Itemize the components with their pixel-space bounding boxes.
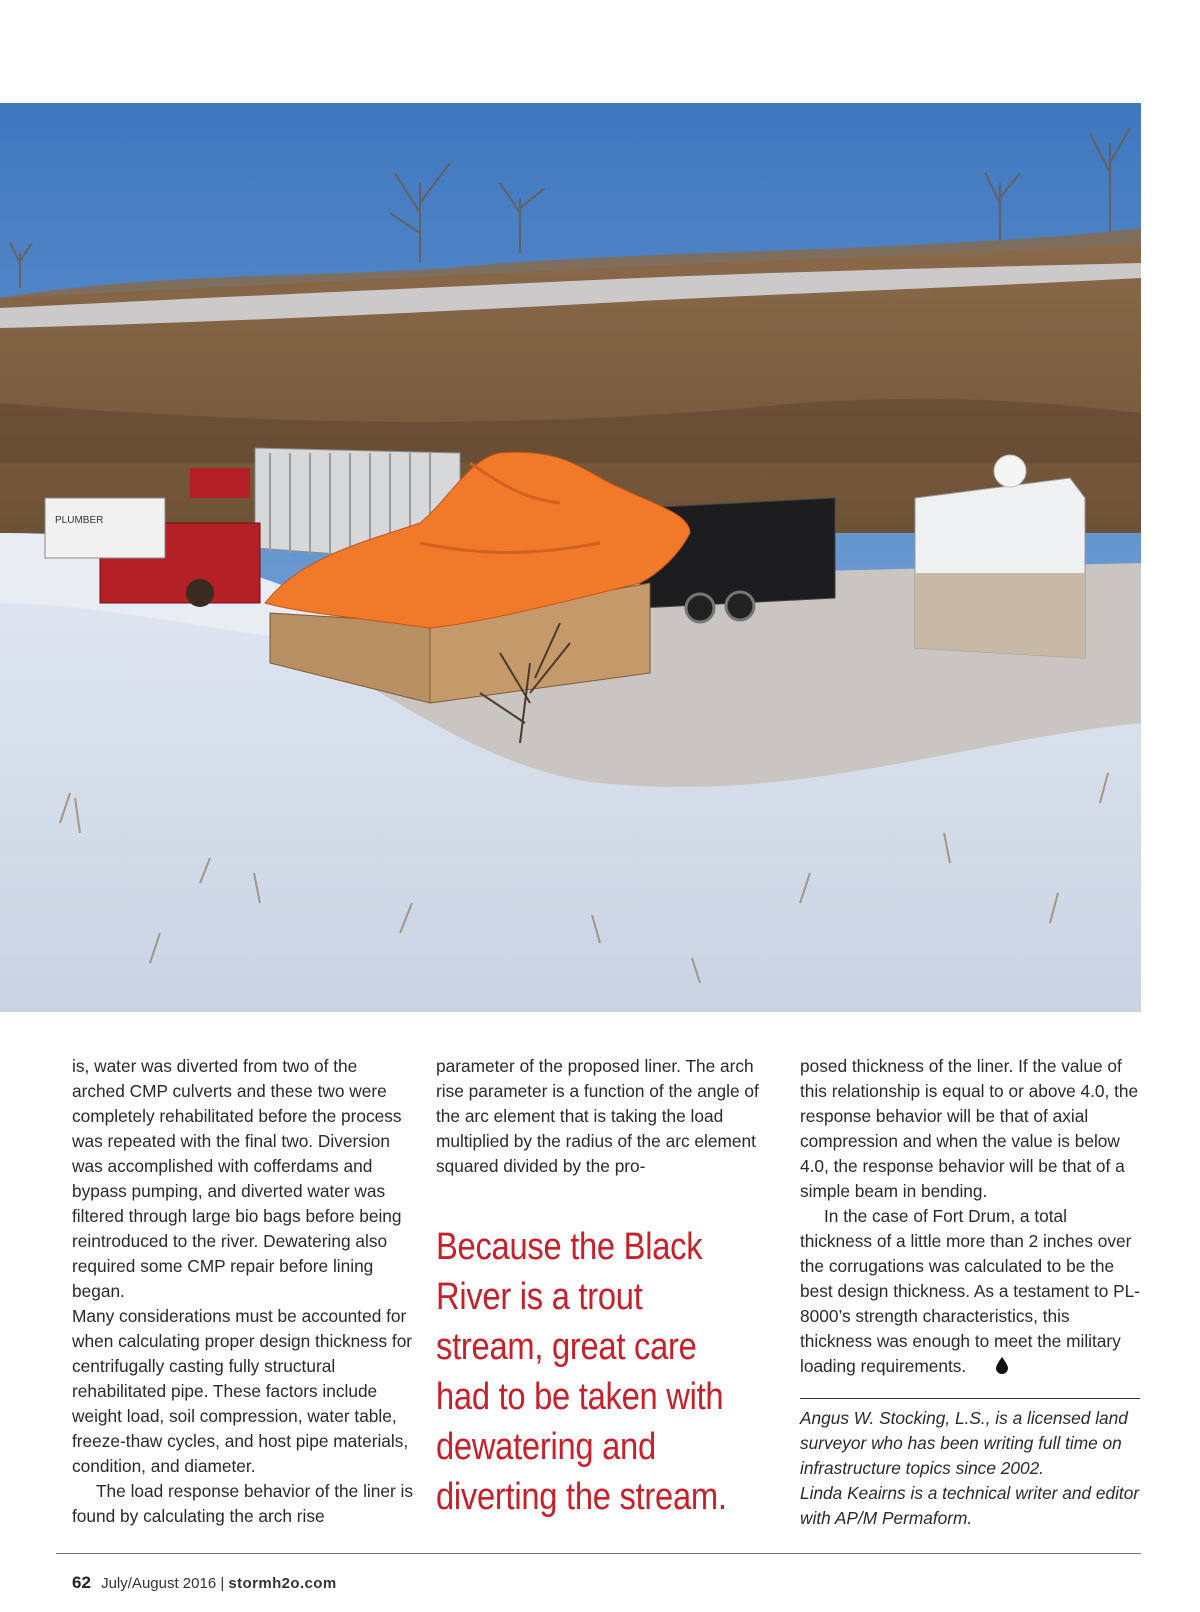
text-column-2 xyxy=(436,1054,778,1179)
page-number: 62 xyxy=(72,1573,91,1592)
paragraph: posed thickness of the liner. If the value of this relationship is equal to or above 4.0, the response behavior will be that of axial compression and when the value is below 4.0, the response behavior will be that of a simple beam in bending. xyxy=(800,1056,1139,1201)
author2-name: Linda Keairns xyxy=(800,1483,906,1503)
paragraph: parameter of the proposed liner. The arch rise parameter is a function of the angle of the arc element that is taking the load multiplied by the radius of the arc element squared divided by the pro- xyxy=(436,1056,759,1176)
page-footer xyxy=(72,1573,337,1593)
footer-separator: | xyxy=(216,1575,229,1592)
author-bio xyxy=(800,1406,1142,1531)
water-drop-icon xyxy=(972,1356,1008,1381)
bio-text xyxy=(800,1406,1142,1531)
issue-date: July/August 2016 xyxy=(101,1575,217,1592)
paragraph-with-end-mark xyxy=(800,1204,1142,1381)
paragraph-text: In the case of Fort Drum, a total thickness of a little more than 2 inches over the corrugations was calculated to be the best design thickness. As a testament to PL-8000’s strength characteristics, this thickness was enough to meet the military loading requirements. xyxy=(800,1206,1141,1376)
paragraph: is, water was diverted from two of the arched CMP culverts and these two were completely rehabilitated before the process was repeated with the final two. Diversion was accomplished with cofferdams and bypass pumping, and diverted water was filtered through large bio bags before being reintroduced to the river. Dewatering also required some CMP repair before lining began. xyxy=(72,1056,402,1301)
paragraph: Many considerations must be accounted for when calculating proper design thickness for centrifugally casting fully structural rehabilitated pipe. These factors include weight load, soil compression, water table, freeze-thaw cycles, and host pipe materials, condition, and diameter. xyxy=(72,1306,413,1476)
text-column-3 xyxy=(800,1054,1142,1381)
author2-description: is a technical writer and editor with AP/M Permaform. xyxy=(800,1483,1140,1528)
website-link[interactable]: stormh2o.com xyxy=(228,1575,337,1592)
pull-quote: Because the Black River is a trout stream, great care had to be taken with dewatering and diverting the stream. xyxy=(436,1226,727,1518)
photo-worksite-icon xyxy=(0,103,1141,1012)
text-column-1 xyxy=(72,1054,414,1529)
author1-description: L.S., is a licensed land surveyor who has been writing full time on infrastructure topics since 2002. xyxy=(800,1408,1128,1478)
footer-divider xyxy=(56,1553,1141,1554)
bio-divider xyxy=(800,1398,1140,1399)
paragraph: The load response behavior of the liner is found by calculating the arch rise xyxy=(72,1481,414,1526)
author1-name: Angus W. Stocking, xyxy=(800,1408,951,1428)
trailer-logo: PLUMBER xyxy=(55,515,104,526)
worksite-photo xyxy=(0,103,1141,1012)
